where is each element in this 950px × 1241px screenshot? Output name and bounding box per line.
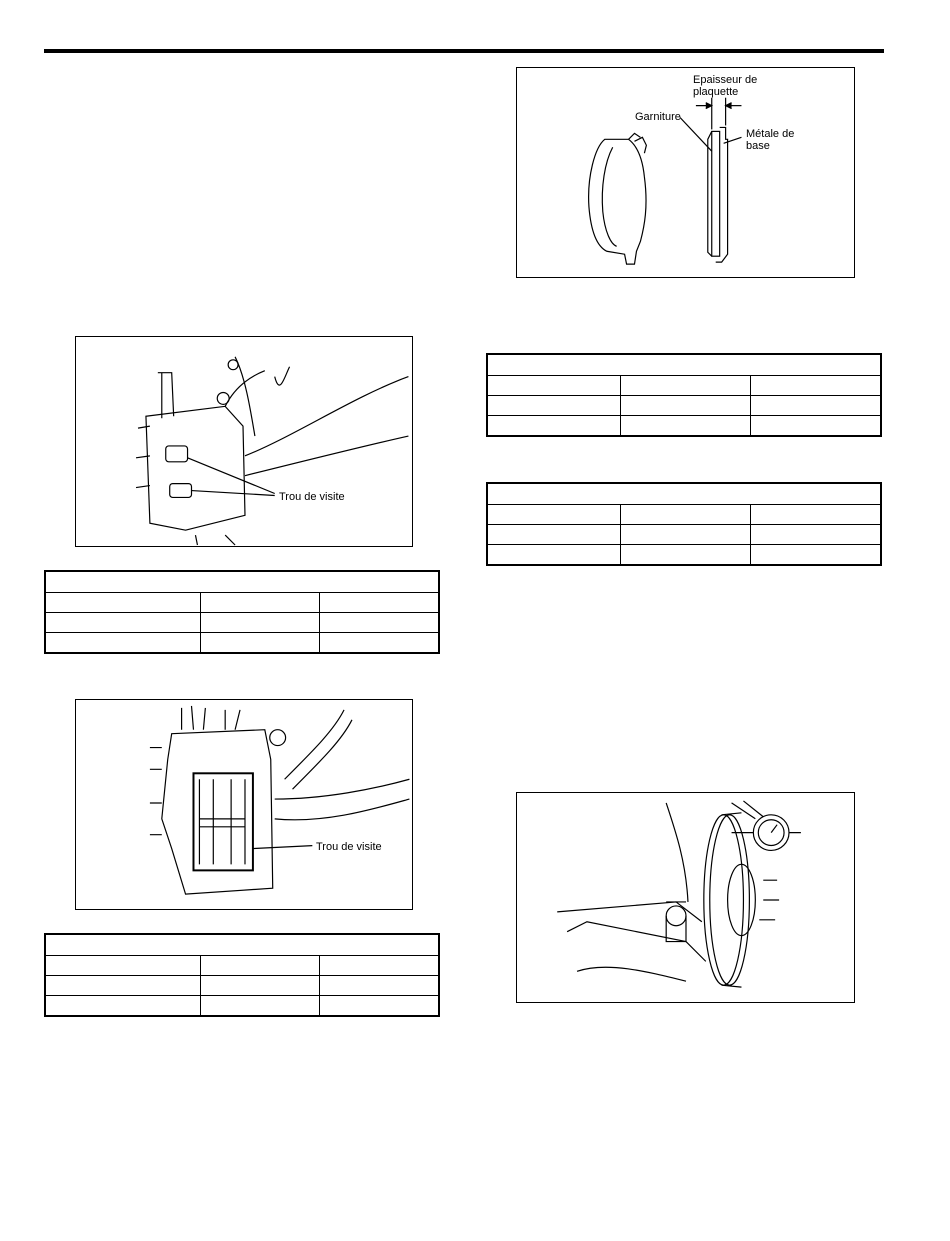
table-cell <box>487 545 620 566</box>
table-cell <box>750 376 881 396</box>
table-cell <box>45 956 200 976</box>
figure-disc-runout <box>516 792 855 1003</box>
figure-caliper-inspection-hole <box>75 336 413 547</box>
table-cell <box>45 593 200 613</box>
table-row <box>487 505 881 525</box>
table-cell <box>620 505 750 525</box>
table-cell <box>620 376 750 396</box>
table-cell <box>45 633 200 654</box>
table-header <box>487 354 881 376</box>
table-row <box>45 976 439 996</box>
table-cell <box>487 376 620 396</box>
table-cell <box>620 545 750 566</box>
table-cell <box>45 976 200 996</box>
table-cell <box>319 956 439 976</box>
table-row <box>487 525 881 545</box>
table-row <box>45 633 439 654</box>
table-cell <box>319 996 439 1017</box>
table-header <box>45 571 439 593</box>
backing-metal-label: Métale de base <box>746 128 795 152</box>
spec-table-left-top <box>44 570 440 654</box>
brake-pad-illustration <box>517 68 854 277</box>
table-row <box>487 416 881 437</box>
spec-table-right-bottom <box>486 482 882 566</box>
figure-pad-thickness <box>516 67 855 278</box>
table-cell <box>319 633 439 654</box>
inspection-hole-label: Trou de visite <box>279 491 345 503</box>
disc-runout-illustration <box>517 793 854 1002</box>
table-cell <box>620 416 750 437</box>
table-cell <box>487 505 620 525</box>
table-row <box>487 376 881 396</box>
table-row <box>45 956 439 976</box>
table-row <box>45 613 439 633</box>
header-rule <box>44 49 884 53</box>
table-cell <box>750 525 881 545</box>
table-cell <box>487 416 620 437</box>
inspection-hole-label-2: Trou de visite <box>316 841 382 853</box>
table-cell <box>319 613 439 633</box>
pad-thickness-label: Epaisseur de plaquette <box>693 74 758 98</box>
table-cell <box>487 525 620 545</box>
table-cell <box>45 613 200 633</box>
table-cell <box>200 976 319 996</box>
table-cell <box>620 396 750 416</box>
table-cell <box>200 633 319 654</box>
caliper-pads-illustration <box>76 700 412 909</box>
table-cell <box>45 996 200 1017</box>
lining-label: Garniture <box>635 111 681 123</box>
spec-table-right-top <box>486 353 882 437</box>
table-header <box>487 483 881 505</box>
table-row <box>45 996 439 1017</box>
table-header <box>45 934 439 956</box>
table-cell <box>750 416 881 437</box>
spec-table-left-bottom <box>44 933 440 1017</box>
table-cell <box>487 396 620 416</box>
table-cell <box>200 996 319 1017</box>
table-cell <box>750 396 881 416</box>
table-cell <box>620 525 750 545</box>
table-row <box>45 593 439 613</box>
table-cell <box>200 593 319 613</box>
table-cell <box>200 956 319 976</box>
table-cell <box>750 505 881 525</box>
table-cell <box>750 545 881 566</box>
table-cell <box>319 593 439 613</box>
table-row <box>487 545 881 566</box>
table-cell <box>200 613 319 633</box>
table-row <box>487 396 881 416</box>
caliper-illustration <box>76 337 412 546</box>
figure-caliper-pads-visible <box>75 699 413 910</box>
table-cell <box>319 976 439 996</box>
